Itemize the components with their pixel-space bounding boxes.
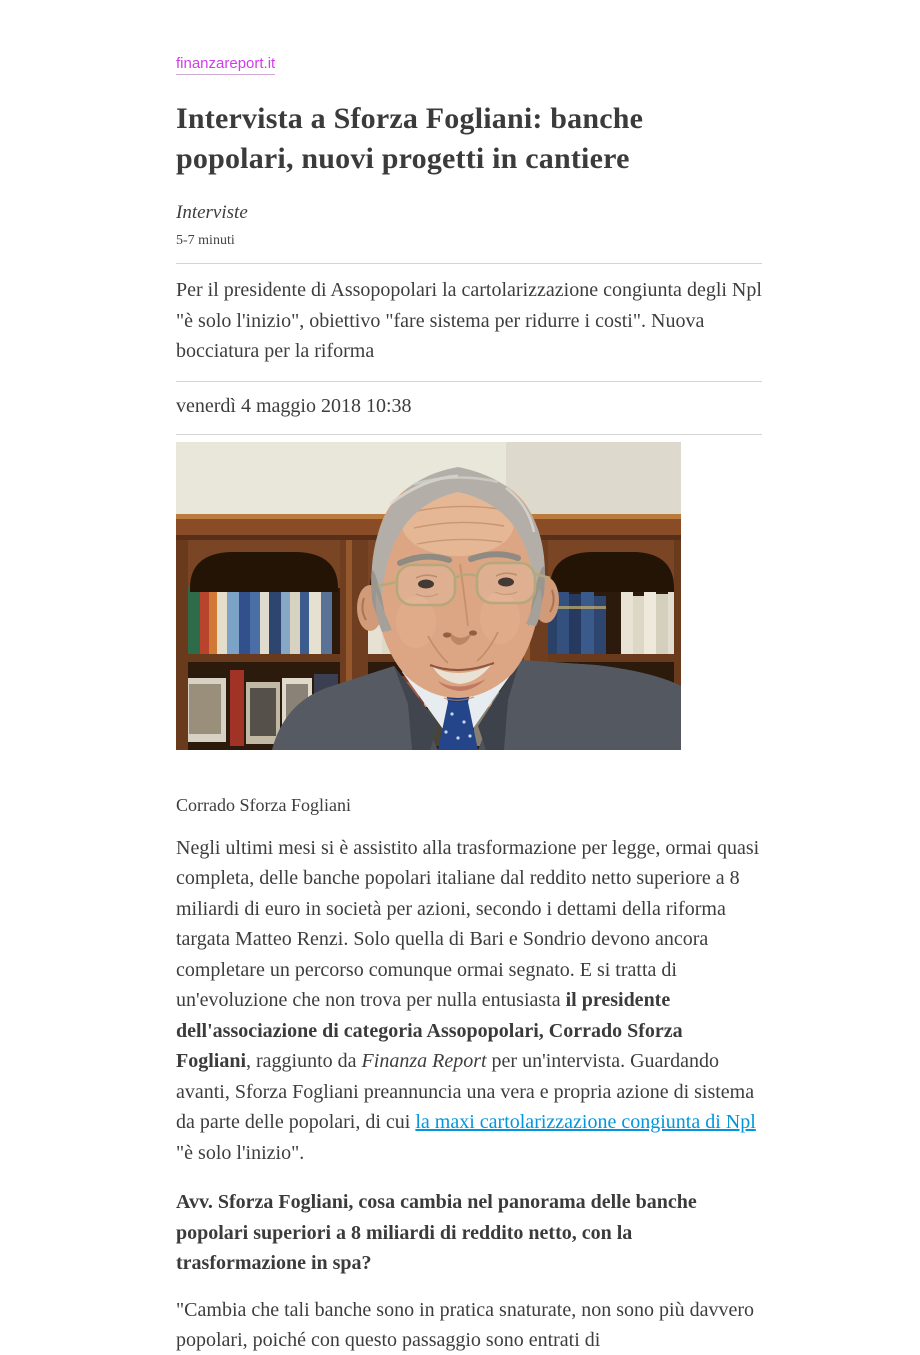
- inline-article-link[interactable]: la maxi cartolarizzazione congiunta di Npl: [415, 1111, 756, 1133]
- reader-article: [176, 0, 762, 1355]
- photo-caption: Corrado Sforza Fogliani: [176, 794, 351, 815]
- divider: [176, 263, 762, 264]
- divider: [176, 381, 762, 382]
- article-category: Interviste: [176, 202, 248, 223]
- domain-link[interactable]: finanzareport.it: [176, 55, 275, 75]
- article-paragraph: [176, 833, 762, 1169]
- reading-time: 5-7 minuti: [176, 233, 235, 248]
- text-segment: Finanza Report: [361, 1050, 487, 1072]
- divider: [176, 434, 762, 435]
- article-paragraph: "Cambia che tali banche sono in pratica snaturate, non sono più davvero popolari, poiché con questo passaggio sono entrati di: [176, 1298, 754, 1351]
- text-segment: il presidente dell'associazione di categoria Assopopolari, Corrado Sforza Fogliani: [176, 989, 683, 1072]
- text-segment: per un'intervista. Guardando avanti, Sforza Fogliani preannuncia una vera e propria azione di sistema da parte delle popolari, di cui: [176, 1050, 755, 1133]
- text-segment: "è solo l'inizio".: [176, 1141, 305, 1164]
- interview-question: Avv. Sforza Fogliani, cosa cambia nel panorama delle banche popolari superiori a 8 miliardi di reddito netto, con la trasformazione in spa?: [176, 1191, 697, 1274]
- article-subtitle: Per il presidente di Assopopolari la cartolarizzazione congiunta degli Npl "è solo l'inizio", obiettivo "fare sistema per ridurre i costi". Nuova bocciatura per la riforma: [176, 279, 762, 362]
- article-photo: [176, 442, 681, 750]
- text-segment: , raggiunto da: [246, 1050, 362, 1072]
- text-segment: Negli ultimi mesi si è assistito alla trasformazione per legge, ormai quasi completa, delle banche popolari italiane dal reddito netto superiore a 8 miliardi di euro in società per azioni, secondo i dettami della riforma targata Matteo Renzi. Solo quella di Bari e Sondrio devono ancora completare un percorso comunque ormai segnato. E si tratta di un'evoluzione che non trova per nulla entusiasta: [176, 836, 760, 1011]
- portrait-photo-illustration: [176, 442, 681, 750]
- article-title: Intervista a Sforza Fogliani: banche popolari, nuovi progetti in cantiere: [176, 102, 644, 175]
- article-date: venerdì 4 maggio 2018 10:38: [176, 394, 412, 417]
